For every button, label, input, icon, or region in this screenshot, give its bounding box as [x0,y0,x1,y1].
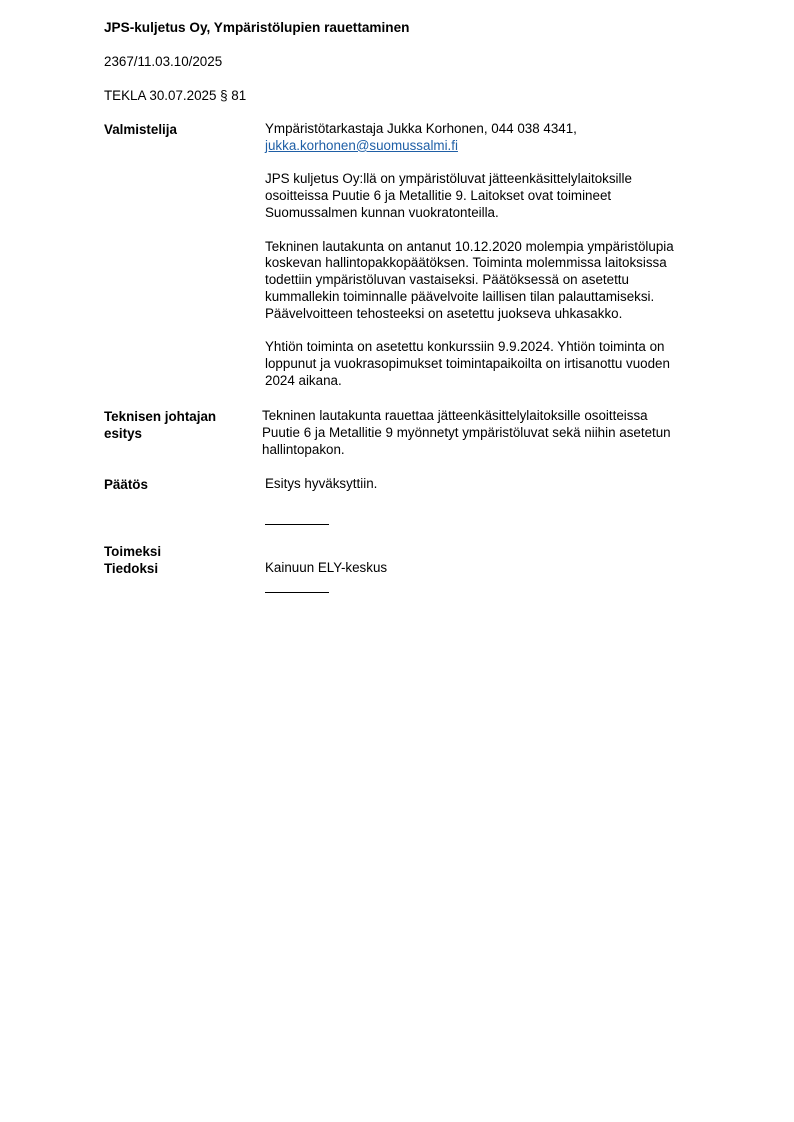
label-line: Teknisen johtajan [104,409,217,424]
paragraph-3-line: Yhtiön toiminta on asetettu konkurssiin 9.9.2024. Yhtiön toiminta on [265,339,665,355]
paragraph-1-line: osoitteissa Puutie 6 ja Metallitie 9. Laitokset ovat toimineet [265,188,612,204]
paragraph-3-line: loppunut ja vuokrasopimukset toimintapaikoilta on irtisanottu vuoden [265,356,670,372]
valmistelija-content [265,121,735,390]
esitys-content [262,408,732,458]
tiedoksi-recipient: Kainuun ELY-keskus [265,560,388,575]
paragraph-1-line: JPS kuljetus Oy:llä on ympäristöluvat jätteenkäsittelylaitoksille [265,171,632,187]
paragraph-2-line: Tekninen lautakunta on antanut 10.12.2020 molempia ympäristölupia [265,238,674,254]
paatos-text: Esitys hyväksyttiin. [265,476,378,491]
label-line: esitys [104,426,142,441]
esitys-line: hallintopakon. [262,441,345,457]
label-teknisen-johtajan-esitys [104,408,216,442]
paragraph-2-line: todettiin ympäristöluvan vastaiseksi. Päätöksessä on asetettu [265,272,629,288]
esitys-line: Puutie 6 ja Metallitie 9 myönnetyt ympäristöluvat sekä niihin asetetun [262,424,671,440]
label-valmistelija: Valmistelija [104,122,177,137]
label-distribution [104,543,161,577]
paatos-divider [265,524,329,525]
paragraph-1-line: Suomussalmen kunnan vuokratonteilla. [265,204,499,220]
label-paatos: Päätös [104,477,148,492]
paragraph-2-line: koskevan hallintopakkopäätöksen. Toiminta molemmissa laitoksissa [265,255,667,271]
label-tiedoksi: Tiedoksi [104,561,159,576]
paragraph-2-line: kummallekin toiminnalle päävelvoite laillisen tilan palauttamiseksi. [265,288,655,304]
preparer-line: Ympäristötarkastaja Jukka Korhonen, 044 038 4341, [265,121,577,136]
paragraph-3 [265,339,735,389]
paragraph-2-line: Päävelvoitteen tehosteeksi on asetettu juokseva uhkasakko. [265,305,623,321]
preparer-email-link[interactable]: jukka.korhonen@suomussalmi.fi [265,137,458,153]
reference-number: 2367/11.03.10/2025 [104,54,223,69]
paragraph-1 [265,171,735,221]
esitys-line: Tekninen lautakunta rauettaa jätteenkäsittelylaitoksille osoitteissa [262,408,648,423]
paragraph-2 [265,239,735,323]
distribution-divider [265,592,329,593]
paragraph-3-line: 2024 aikana. [265,372,342,388]
label-toimeksi: Toimeksi [104,544,162,559]
meeting-reference: TEKLA 30.07.2025 § 81 [104,88,247,103]
document-title: JPS-kuljetus Oy, Ympäristölupien rauettaminen [104,20,410,35]
